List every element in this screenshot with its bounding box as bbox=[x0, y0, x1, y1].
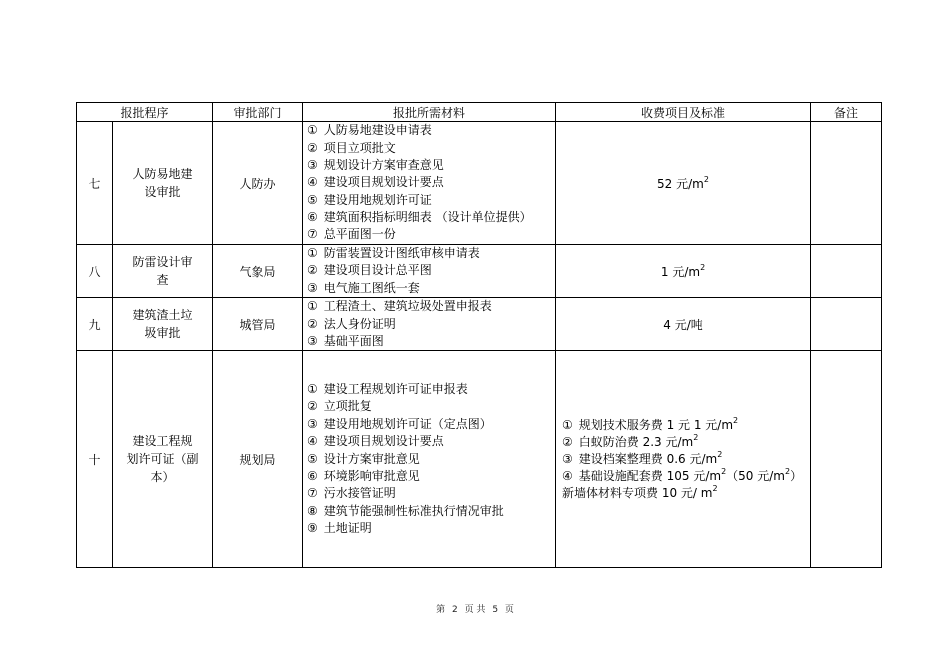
list-item: ④ 建设项目规划设计要点 bbox=[307, 175, 444, 190]
department-cell: 人防办 bbox=[213, 122, 303, 245]
fee-item: 新墙体材料专项费 10 元/ $m^2$ bbox=[562, 483, 718, 500]
fee-cell: 4 元/吨 bbox=[556, 298, 811, 351]
row-number: 八 bbox=[77, 245, 113, 298]
fee-cell: 1 元$/m^2$ bbox=[556, 245, 811, 298]
list-item: ① 建设工程规划许可证申报表 bbox=[307, 382, 468, 397]
row-number: 七 bbox=[77, 122, 113, 245]
table-row bbox=[77, 351, 882, 568]
list-item: ① 防雷装置设计图纸审核申请表 bbox=[307, 246, 480, 260]
list-item: ③ 建设用地规划许可证（定点图） bbox=[307, 416, 492, 431]
page-footer bbox=[0, 602, 950, 615]
list-item: ⑧ 建筑节能强制性标准执行情况审批 bbox=[307, 503, 504, 518]
department-cell: 规划局 bbox=[213, 351, 303, 568]
list-item: ③ 规划设计方案审查意见 bbox=[307, 157, 444, 172]
procedure-line: 查 bbox=[156, 273, 169, 288]
procedure-cell bbox=[113, 298, 213, 351]
approval-table bbox=[76, 102, 882, 568]
remark-cell bbox=[811, 122, 882, 245]
procedure-cell bbox=[113, 351, 213, 568]
materials-cell bbox=[303, 245, 556, 298]
procedure-line: 防雷设计审 bbox=[132, 255, 193, 270]
header-fees: 收费项目及标准 bbox=[556, 103, 811, 122]
procedure-line: 建筑渣土垃 bbox=[132, 308, 193, 323]
procedure-line: 本） bbox=[150, 470, 175, 485]
remark-cell bbox=[811, 298, 882, 351]
remark-cell bbox=[811, 245, 882, 298]
list-item: ③ 基础平面图 bbox=[307, 333, 384, 348]
header-remark: 备注 bbox=[811, 103, 882, 122]
materials-list bbox=[303, 245, 555, 297]
list-item: ⑤ 设计方案审批意见 bbox=[307, 451, 420, 466]
row-number: 十 bbox=[77, 351, 113, 568]
header-materials: 报批所需材料 bbox=[303, 103, 556, 122]
list-item: ② 项目立项批文 bbox=[307, 140, 396, 155]
department-cell: 气象局 bbox=[213, 245, 303, 298]
list-item: ⑥ 环境影响审批意见 bbox=[307, 469, 420, 484]
header-procedure: 报批程序 bbox=[77, 103, 213, 122]
procedure-cell bbox=[113, 122, 213, 245]
footer-total-pages: 5 bbox=[492, 605, 499, 615]
list-item: ⑨ 土地证明 bbox=[307, 521, 372, 536]
procedure-cell bbox=[113, 245, 213, 298]
table-row bbox=[77, 298, 882, 351]
fee-item: ② 白蚁防治费 2.3 元$/m^2$ bbox=[562, 432, 699, 449]
materials-cell bbox=[303, 351, 556, 568]
procedure-line: 圾审批 bbox=[144, 326, 181, 341]
list-item: ② 法人身份证明 bbox=[307, 316, 396, 331]
department-cell: 城管局 bbox=[213, 298, 303, 351]
fee-item: ① 规划技术服务费 1 元 1 元$/m^2$ bbox=[562, 415, 739, 432]
materials-list bbox=[303, 381, 555, 538]
list-item: ② 建设项目设计总平图 bbox=[307, 263, 432, 278]
procedure-line: 建设工程规 bbox=[132, 434, 193, 449]
materials-list bbox=[303, 298, 555, 350]
list-item: ⑦ 总平面图一份 bbox=[307, 227, 396, 242]
procedure-line: 划许可证（副 bbox=[126, 452, 199, 467]
header-department: 审批部门 bbox=[213, 103, 303, 122]
list-item: ⑤ 建设用地规划许可证 bbox=[307, 192, 432, 207]
list-item: ③ 电气施工图纸一套 bbox=[307, 280, 420, 295]
fee-cell bbox=[556, 351, 811, 568]
list-item: ④ 建设项目规划设计要点 bbox=[307, 434, 444, 449]
fee-list bbox=[556, 417, 810, 502]
fee-cell: 52 元$/m^2$ bbox=[556, 122, 811, 245]
list-item: ② 立项批复 bbox=[307, 399, 372, 414]
procedure-line: 人防易地建 bbox=[132, 167, 193, 181]
table-row bbox=[77, 245, 882, 298]
list-item: ① 人防易地建设申请表 bbox=[307, 123, 432, 138]
remark-cell bbox=[811, 351, 882, 568]
procedure-line: 设审批 bbox=[144, 185, 181, 199]
table-row bbox=[77, 122, 882, 245]
footer-suffix: 页 bbox=[504, 605, 514, 615]
list-item: ① 工程渣土、建筑垃圾处置申报表 bbox=[307, 299, 492, 314]
materials-list bbox=[303, 122, 555, 244]
list-item: ⑦ 污水接管证明 bbox=[307, 486, 396, 501]
footer-page-number: 2 bbox=[451, 605, 458, 615]
materials-cell bbox=[303, 122, 556, 245]
fee-item: ③ 建设档案整理费 0.6 元$/m^2$ bbox=[562, 449, 723, 466]
list-item: ⑥ 建筑面积指标明细表 （设计单位提供） bbox=[307, 210, 532, 225]
table-header-row bbox=[77, 103, 882, 122]
footer-prefix: 第 bbox=[436, 605, 446, 615]
footer-mid: 页 共 bbox=[464, 605, 486, 615]
fee-item: ④ 基础设施配套费 105 元$/m^2(50$ 元$/m^2$） bbox=[562, 466, 803, 483]
row-number: 九 bbox=[77, 298, 113, 351]
materials-cell bbox=[303, 298, 556, 351]
